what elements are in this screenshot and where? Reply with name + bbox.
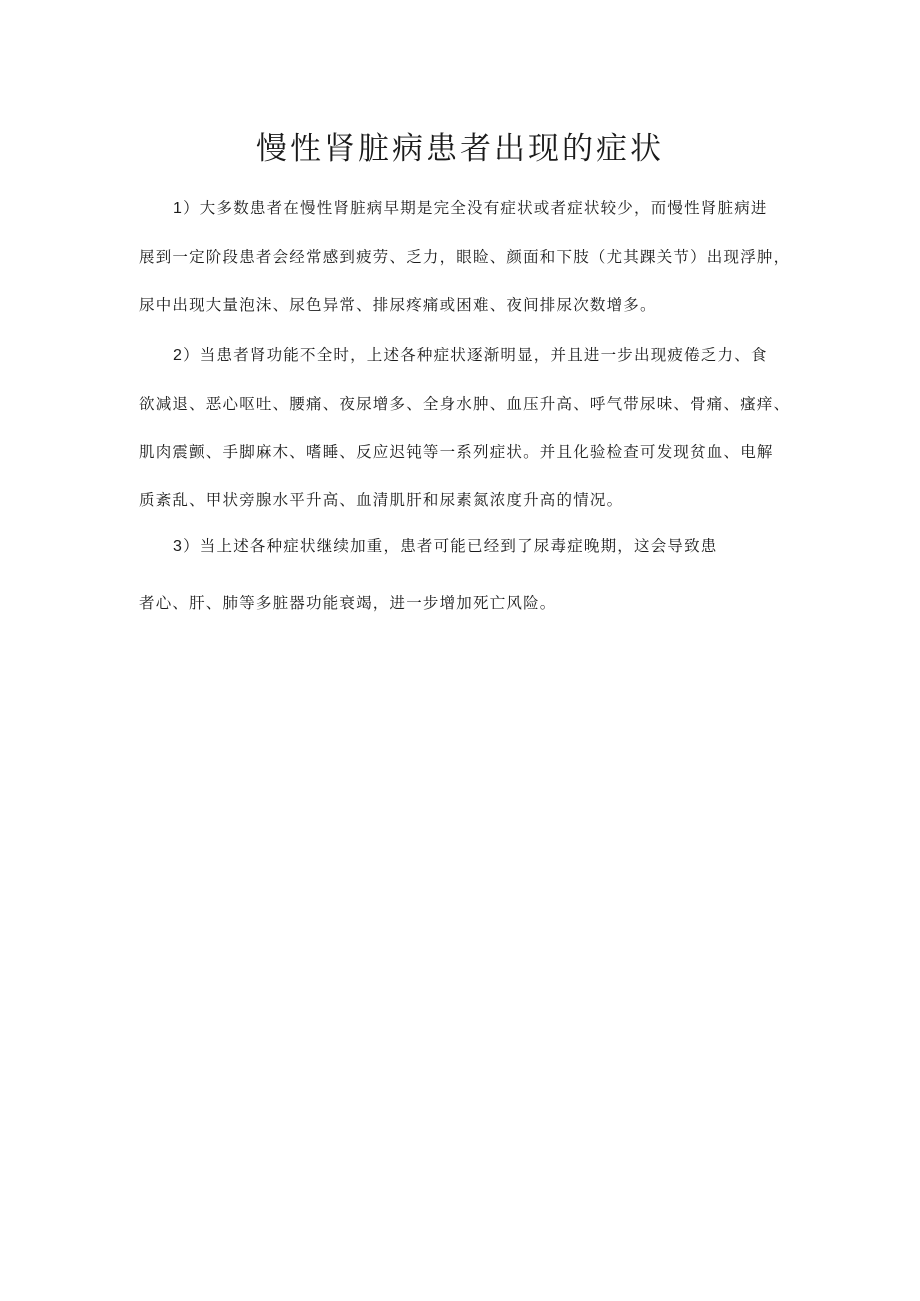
paragraph-1-number: 1: [173, 200, 184, 217]
paragraph-1-line-2: 展到一定阶段患者会经常感到疲劳、乏力，眼睑、颜面和下肢（尤其踝关节）出现浮肿，: [139, 248, 791, 266]
paragraph-2-line-1: 2）当患者肾功能不全时，上述各种症状逐渐明显，并且进一步出现疲倦乏力、食: [173, 346, 768, 364]
paragraph-1-line-3: 尿中出现大量泡沫、尿色异常、排尿疼痛或困难、夜间排尿次数增多。: [139, 296, 657, 314]
paragraph-3-line-1: 3）当上述各种症状继续加重，患者可能已经到了尿毒症晚期，这会导致患: [173, 537, 718, 555]
paragraph-2-line-3: 肌肉震颤、手脚麻木、嗜睡、反应迟钝等一系列症状。并且化验检查可发现贫血、电解: [139, 443, 774, 461]
paragraph-2: [139, 331, 791, 524]
paragraph-3-number: 3: [173, 538, 184, 555]
paragraph-3-line-2: 者心、肝、肺等多脏器功能衰竭，进一步增加死亡风险。: [139, 594, 557, 612]
paragraph-2-line-2: 欲减退、恶心呕吐、腰痛、夜尿增多、全身水肿、血压升高、呼气带尿味、骨痛、瘙痒、: [139, 395, 791, 413]
paragraph-2-line-4: 质紊乱、甲状旁腺水平升高、血清肌肝和尿素氮浓度升高的情况。: [139, 491, 624, 509]
paragraph-3: [139, 522, 784, 627]
paragraph-1-line-1: 1）大多数患者在慢性肾脏病早期是完全没有症状或者症状较少，而慢性肾脏病进: [173, 199, 768, 217]
page-title: 慢性肾脏病患者出现的症状: [256, 131, 664, 167]
paragraph-2-number: 2: [173, 347, 184, 364]
paragraph-1: [139, 184, 791, 329]
